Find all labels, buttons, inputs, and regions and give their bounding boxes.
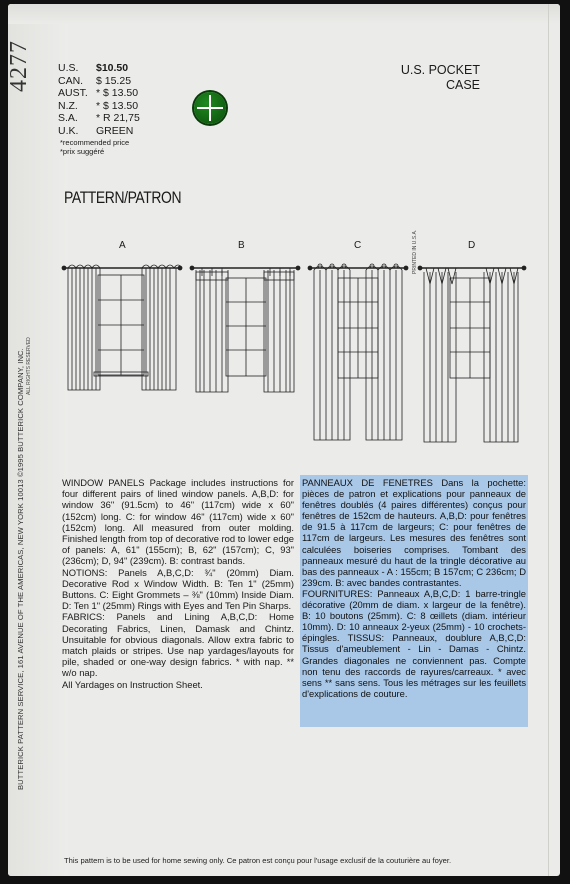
price-row	[58, 100, 176, 113]
price-amount: * $ 13.50	[96, 87, 139, 100]
top-fold	[8, 4, 560, 24]
view-d-curtain	[418, 266, 526, 442]
notions-text: Panels A,B,C,D: ¾" (20mm) Diam. Decorative Rod x Window Width. B: Ten 1" (25mm) Buttons. C: Eight Grommets – ⅜" (10mm) Inside Diam. D: Ten 1" (25mm) Rings with Eyes and Ten Pin Sharps.	[62, 566, 294, 612]
case-line1: U.S. POCKET	[400, 63, 480, 77]
price-amount: $ 15.25	[96, 74, 132, 87]
view-label-a: A	[119, 240, 126, 251]
price-amount: * $ 13.50	[96, 99, 139, 112]
view-illustrations	[60, 240, 530, 450]
price-row	[58, 112, 176, 125]
english-intro: Package includes instructions for four different pairs of lined window panels. A,B,D: for window 36" (91.5cm) to 46" (117cm) wide x 60" (152cm) long. C: for window 46" (117cm) wide x 60" (152cm) long. All measured from outer molding. Finished length from top of decorative rod to lower edge of panels: A, 61" (155cm); B, 62" (157cm); C, 93" (236cm); D, 94" (239cm). B: contrast bands.	[62, 477, 294, 567]
price-country: N.Z.	[58, 99, 78, 112]
rights-reserved: ALL RIGHTS RESERVED	[26, 337, 32, 395]
french-intro: Dans la pochette: pièces de patron et explications pour panneaux de fenêtres doublés (4 paires différentes) conçus pour fenêtres de 152cm de hauteurs. A,B,D: pour fenêtres de 91.5 à 117cm de largeurs; C: pour fenêtres de 117cm de largeurs. Les mesures des fenêtres sont calculées boiseries comprises. Tombant des panneaux mesuré du haut de la tringle décorative au bas des panneaux - A : 155cm; B 157cm; C 236cm; D 239cm. B: avec bandes contrastantes.	[302, 477, 526, 588]
fournitures-text: Panneaux A,B,C,D: 1 barre-tringle décorative (20mm de diam. x largeur de la fenêtre). B: 10 boutons (25mm). C: 8 œillets (diam. intérieur 10mm). D: 10 anneaux 2-yeux (25mm) - 10 crochets-épingles.	[302, 587, 526, 644]
price-note-en: *recommended price	[60, 137, 130, 147]
view-label-d: D	[468, 240, 476, 251]
english-description	[62, 477, 294, 690]
publisher-copyright: BUTTERICK PATTERN SERVICE, 161 AVENUE OF THE AMERICAS, NEW YORK 10013 ©1995 BUTTERICK COMPANY, INC.	[16, 348, 25, 790]
price-row	[58, 125, 176, 138]
price-amount: $10.50	[96, 62, 129, 74]
french-description	[302, 477, 526, 699]
pattern-title: PATTERN/PATRON	[64, 188, 182, 207]
price-note-fr: *prix suggéré	[60, 146, 105, 156]
price-row	[58, 75, 176, 88]
pocket-case-label	[400, 63, 480, 93]
price-row	[58, 87, 176, 100]
view-c-curtain	[308, 264, 408, 440]
window-panels-heading: WINDOW PANELS	[62, 477, 145, 488]
curtain-drawings	[60, 240, 530, 450]
home-sewing-footer: This pattern is to be used for home sewing only. Ce patron est conçu pour l'usage exclusif de la couturière au foyer.	[64, 856, 452, 865]
panneaux-heading: PANNEAUX DE FENETRES	[302, 477, 433, 488]
view-label-b: B	[238, 240, 245, 251]
notions-label: NOTIONS:	[62, 566, 108, 578]
price-list	[58, 62, 176, 156]
tissus-label: TISSUS:	[347, 632, 385, 644]
price-amount: * R 21,75	[96, 112, 140, 125]
fabrics-label: FABRICS:	[62, 611, 105, 623]
fabrics-text: Panels and Lining A,B,C,D: Home Decorating Fabrics, Linen, Damask and Chintz. Unsuitable for obvious diagonals. Allow extra fabric to match plaids or stripes. Use nap yardages/layouts for pile, shaded or one-way design fabrics. * with nap. ** w/o nap.	[62, 611, 295, 679]
tissus-text: Panneaux, doublure A,B,C,D: Tissus d'ameublement - Lin - Damas - Chintz. Grandes diagonales ne conviennent pas. Compte non tenu des raccords de rayures/carreaux. * avec sens ** sans sens.	[302, 632, 527, 688]
price-country: S.A.	[58, 112, 78, 125]
metrages-note: Tous les métrages sur les feuillets d'explications de couture.	[302, 676, 527, 699]
price-country: CAN.	[58, 74, 84, 87]
price-row	[58, 62, 176, 75]
price-amount: GREEN	[96, 124, 134, 137]
pattern-number: 4277	[6, 40, 32, 92]
view-label-c: C	[354, 240, 362, 251]
view-a-curtain	[62, 265, 182, 390]
case-line2: CASE	[445, 78, 480, 92]
yardages-note: All Yardages on Instruction Sheet.	[62, 678, 203, 690]
green-button-icon	[194, 92, 226, 124]
fold-line	[548, 4, 549, 876]
price-country: AUST.	[58, 87, 88, 100]
price-country: U.S.	[58, 62, 79, 74]
view-b-curtain	[190, 266, 300, 392]
printed-in: PRINTED IN U.S.A.	[412, 229, 418, 274]
price-country: U.K.	[58, 124, 79, 137]
fournitures-label: FOURNITURES:	[302, 587, 373, 599]
